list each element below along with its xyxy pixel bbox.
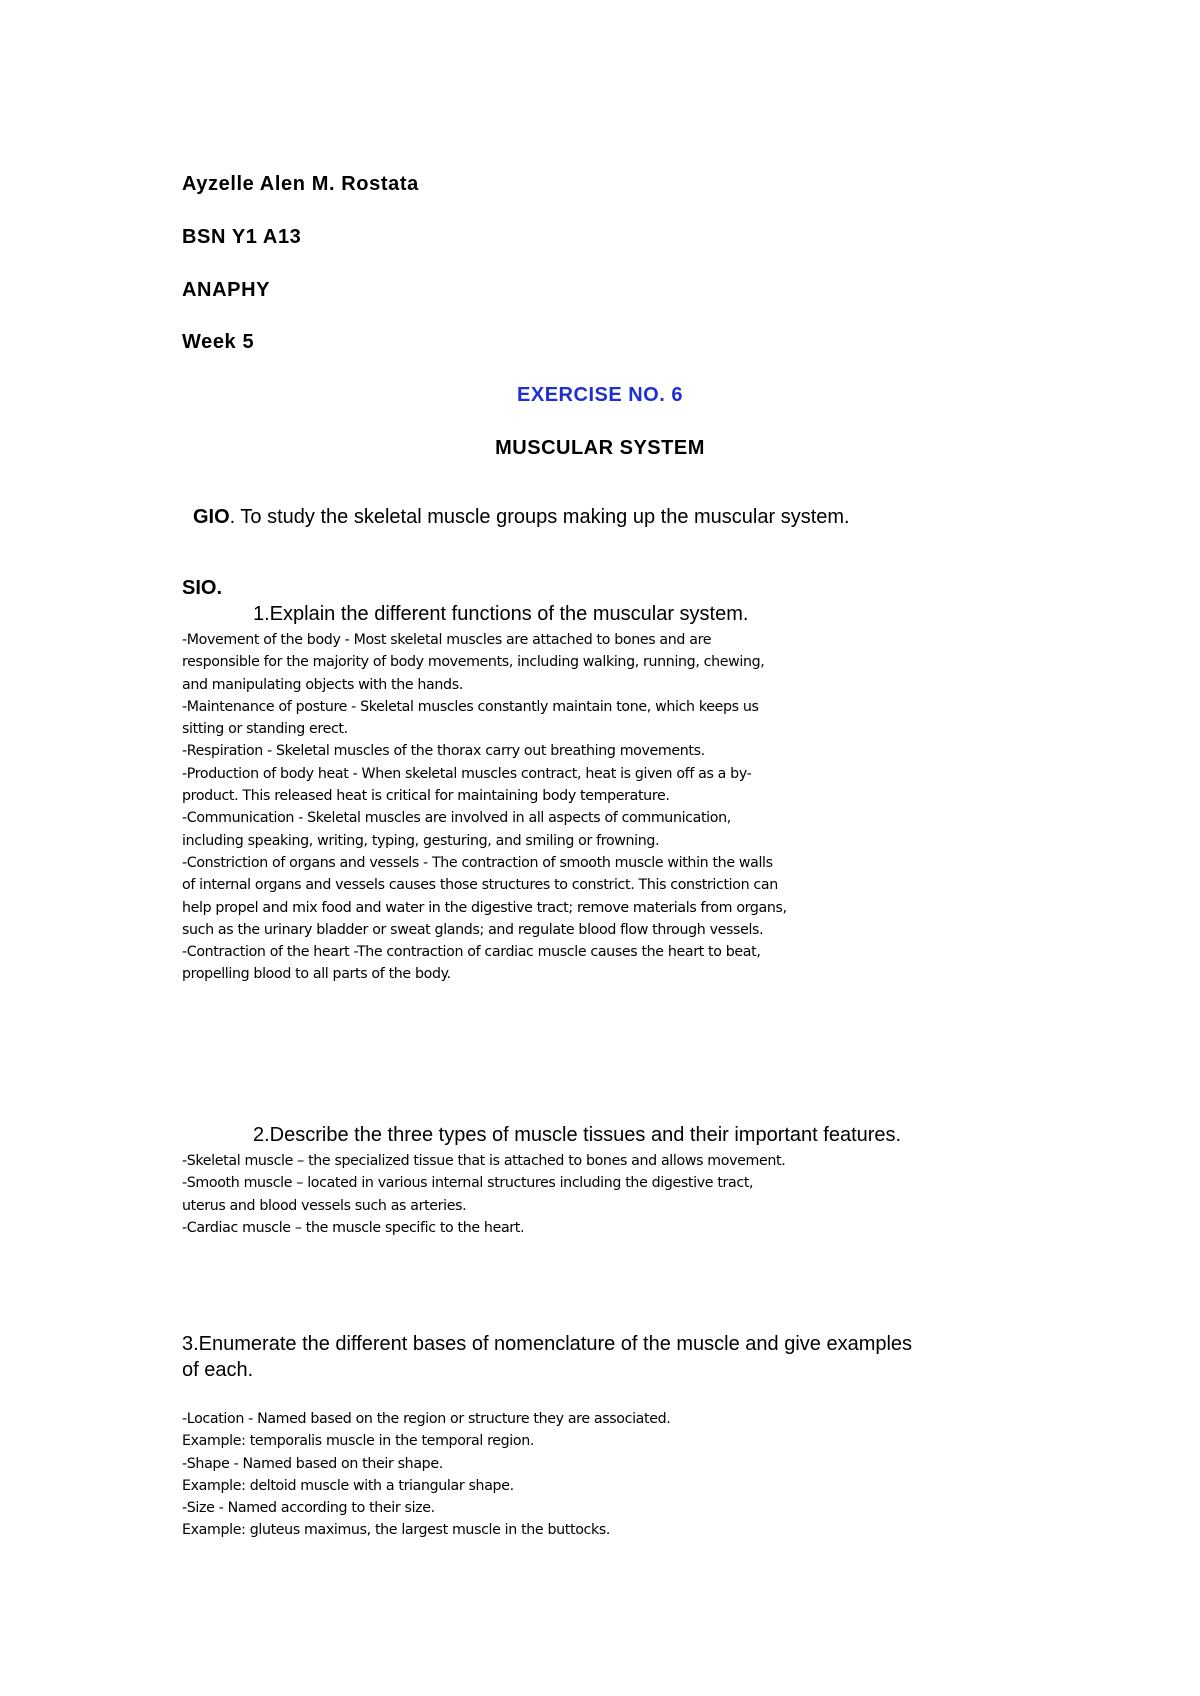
answer-line: -Movement of the body - Most skeletal muscles are attached to bones and are [182, 632, 712, 648]
topic-title: MUSCULAR SYSTEM [495, 437, 705, 459]
answer-line: -Skeletal muscle – the specialized tissue that is attached to bones and allows movement. [182, 1153, 786, 1169]
answer-line: -Cardiac muscle – the muscle specific to the heart. [182, 1219, 525, 1236]
q2-answer [182, 1150, 785, 1239]
answer-line: uterus and blood vessels such as arteries. [182, 1197, 467, 1214]
answer-line: and manipulating objects with the hands. [182, 676, 463, 693]
answer-line: -Respiration - Skeletal muscles of the thorax carry out breathing movements. [182, 743, 705, 760]
answer-line: Example: temporalis muscle in the temporal region. [182, 1433, 535, 1450]
answer-line: responsible for the majority of body movements, including walking, running, chewing, [182, 654, 765, 671]
answer-line: -Communication - Skeletal muscles are involved in all aspects of communication, [182, 810, 731, 827]
answer-line: such as the urinary bladder or sweat glands; and regulate blood flow through vessels. [182, 921, 764, 938]
answer-line: propelling blood to all parts of the body. [182, 966, 451, 983]
q3-question-line: of each. [182, 1359, 254, 1381]
answer-line: -Contraction of the heart -The contraction of cardiac muscle causes the heart to beat, [182, 944, 761, 961]
answer-line: Example: gluteus maximus, the largest muscle in the buttocks. [182, 1522, 611, 1539]
answer-line: -Smooth muscle – located in various internal structures including the digestive tract, [182, 1175, 754, 1192]
answer-line: help propel and mix food and water in the digestive tract; remove materials from organs, [182, 899, 787, 916]
student-section: BSN Y1 A13 [182, 226, 302, 248]
answer-line: of internal organs and vessels causes those structures to constrict. This constriction can [182, 877, 778, 894]
q2-question: 2.Describe the three types of muscle tissues and their important features. [253, 1124, 902, 1146]
week-label: Week 5 [182, 331, 255, 353]
q3-question-line: 3.Enumerate the different bases of nomenclature of the muscle and give examples [182, 1333, 913, 1355]
answer-line: -Location - Named based on the region or structure they are associated. [182, 1411, 671, 1427]
q1-answer [182, 629, 787, 986]
answer-line: -Constriction of organs and vessels - The contraction of smooth muscle within the walls [182, 854, 773, 871]
q1-question: 1.Explain the different functions of the muscular system. [253, 603, 749, 625]
answer-line: Example: deltoid muscle with a triangular shape. [182, 1477, 514, 1494]
answer-line: -Maintenance of posture - Skeletal muscles constantly maintain tone, which keeps us [182, 698, 759, 715]
answer-line: -Size - Named according to their size. [182, 1500, 435, 1517]
gio-label: GIO [193, 506, 230, 528]
q3-question [182, 1331, 912, 1383]
answer-line: -Shape - Named based on their shape. [182, 1455, 443, 1472]
q3-answer [182, 1408, 670, 1542]
student-name: Ayzelle Alen M. Rostata [182, 173, 419, 195]
exercise-title: EXERCISE NO. 6 [517, 384, 683, 406]
answer-line: -Production of body heat - When skeletal muscles contract, heat is given off as a by- [182, 765, 752, 782]
gio-statement [193, 506, 850, 529]
answer-line: sitting or standing erect. [182, 721, 348, 738]
answer-line: product. This released heat is critical for maintaining body temperature. [182, 788, 670, 805]
gio-text: . To study the skeletal muscle groups making up the muscular system. [229, 506, 850, 528]
subject-name: ANAPHY [182, 279, 271, 301]
sio-label: SIO. [182, 577, 223, 599]
answer-line: including speaking, writing, typing, gesturing, and smiling or frowning. [182, 832, 660, 849]
